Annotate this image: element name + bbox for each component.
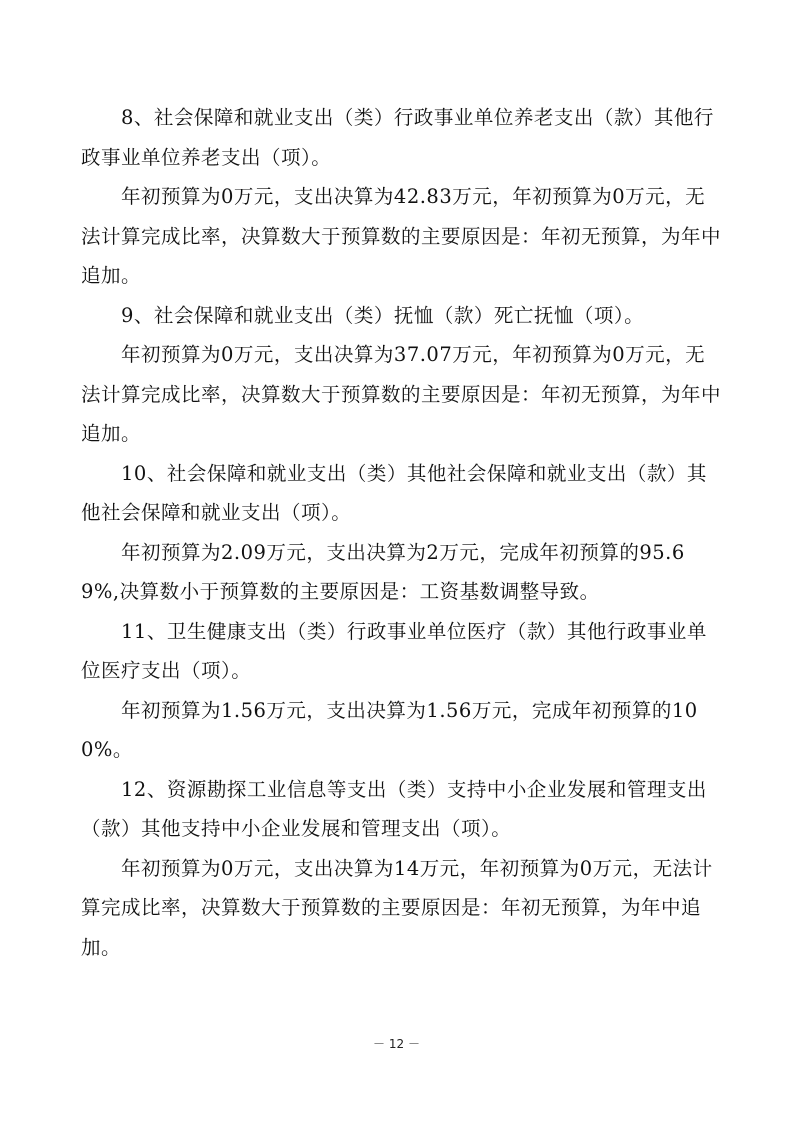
paragraph-item-12-detail: 年初预算为0万元，支出决算为14万元，年初预算为0万元，无法计算完成比率，决算数大于预算数的主要原因是：年初无预算，为年中追加。 bbox=[81, 856, 713, 959]
document-body bbox=[81, 98, 721, 967]
page-number: － 12 － bbox=[373, 1037, 420, 1051]
paragraph-item-8-heading: 8、社会保障和就业支出（类）行政事业单位养老支出（款）其他行政事业单位养老支出（项）。 bbox=[81, 106, 714, 169]
paragraph-item-11-heading: 11、卫生健康支出（类）行政事业单位医疗（款）其他行政事业单位医疗支出（项）。 bbox=[81, 619, 707, 682]
paragraph-item-10-detail: 年初预算为2.09万元，支出决算为2万元，完成年初预算的95.69%,决算数小于预算数的主要原因是：工资基数调整导致。 bbox=[81, 540, 685, 603]
paragraph-item-10-heading: 10、社会保障和就业支出（类）其他社会保障和就业支出（款）其他社会保障和就业支出（项）。 bbox=[81, 461, 707, 524]
paragraph-item-12-heading: 12、资源勘探工业信息等支出（类）支持中小企业发展和管理支出（款）其他支持中小企业发展和管理支出（项）。 bbox=[81, 777, 707, 840]
paragraph-item-9-heading: 9、社会保障和就业支出（类）抚恤（款）死亡抚恤（项）。 bbox=[121, 303, 645, 327]
paragraph-item-11-detail: 年初预算为1.56万元，支出决算为1.56万元，完成年初预算的100%。 bbox=[81, 698, 698, 761]
paragraph-item-9-detail: 年初预算为0万元，支出决算为37.07万元，年初预算为0万元，无法计算完成比率，决算数大于预算数的主要原因是：年初无预算，为年中追加。 bbox=[81, 343, 722, 445]
paragraph-item-8-detail: 年初预算为0万元，支出决算为42.83万元，年初预算为0万元，无法计算完成比率，决算数大于预算数的主要原因是：年初无预算，为年中追加。 bbox=[81, 185, 722, 287]
